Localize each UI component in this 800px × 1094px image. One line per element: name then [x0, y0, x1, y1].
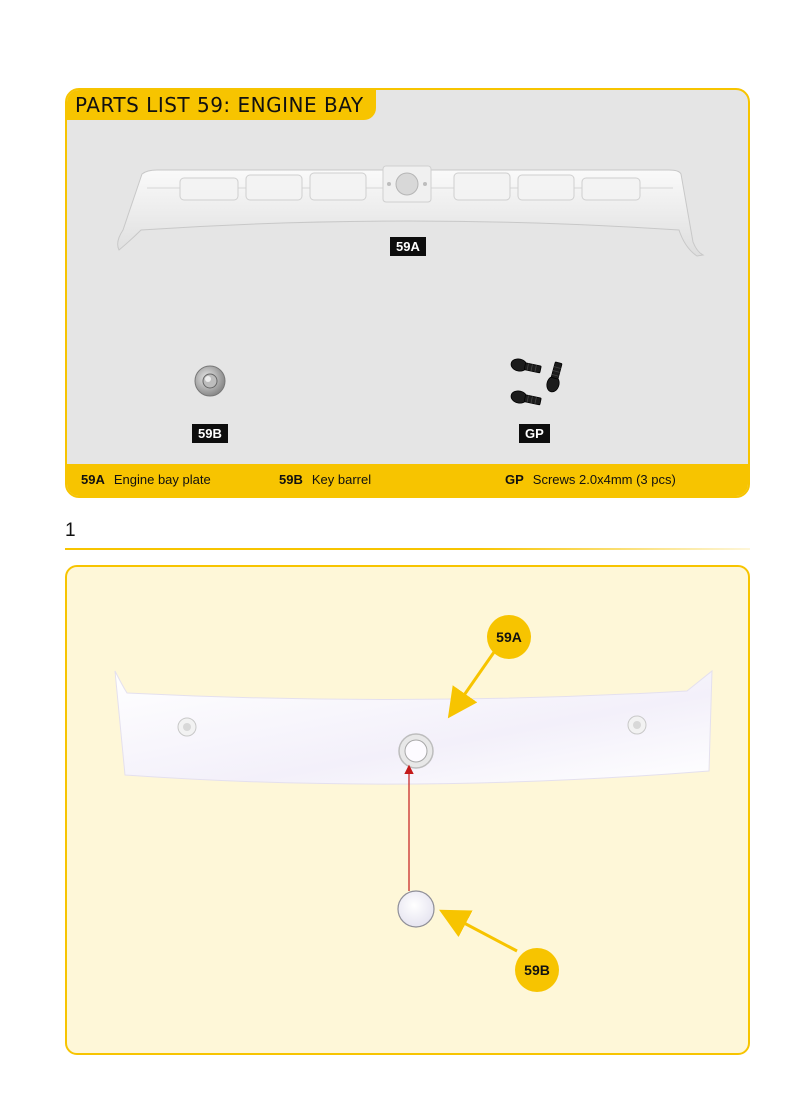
- legend-text: Engine bay plate: [113, 472, 211, 487]
- step-illustration: [67, 567, 750, 1055]
- callout-59b: 59B: [515, 948, 559, 992]
- parts-list-title: PARTS LIST 59: ENGINE BAY: [67, 90, 376, 120]
- engine-bay-plate-icon: [115, 671, 712, 784]
- parts-illustration: [67, 90, 750, 498]
- legend-item: [81, 464, 211, 496]
- legend-text: Screws 2.0x4mm (3 pcs): [532, 472, 676, 487]
- callout-59a: 59A: [487, 615, 531, 659]
- legend-item: [505, 464, 676, 496]
- key-barrel-icon: [195, 366, 225, 396]
- legend-code: 59B: [279, 472, 303, 487]
- part-label-59a: 59A: [390, 237, 426, 256]
- legend-code: GP: [505, 472, 524, 487]
- legend-code: 59A: [81, 472, 105, 487]
- legend-text: Key barrel: [311, 472, 372, 487]
- step-divider: [65, 548, 750, 550]
- step-number: 1: [65, 520, 76, 541]
- key-barrel-icon: [398, 891, 434, 927]
- parts-legend: [67, 464, 748, 496]
- part-label-gp: GP: [519, 424, 550, 443]
- parts-list-panel: [65, 88, 750, 498]
- part-label-59b: 59B: [192, 424, 228, 443]
- step-panel: [65, 565, 750, 1055]
- callout-leader-59b: [447, 914, 517, 951]
- screw-icon: [510, 357, 565, 407]
- legend-item: [279, 464, 371, 496]
